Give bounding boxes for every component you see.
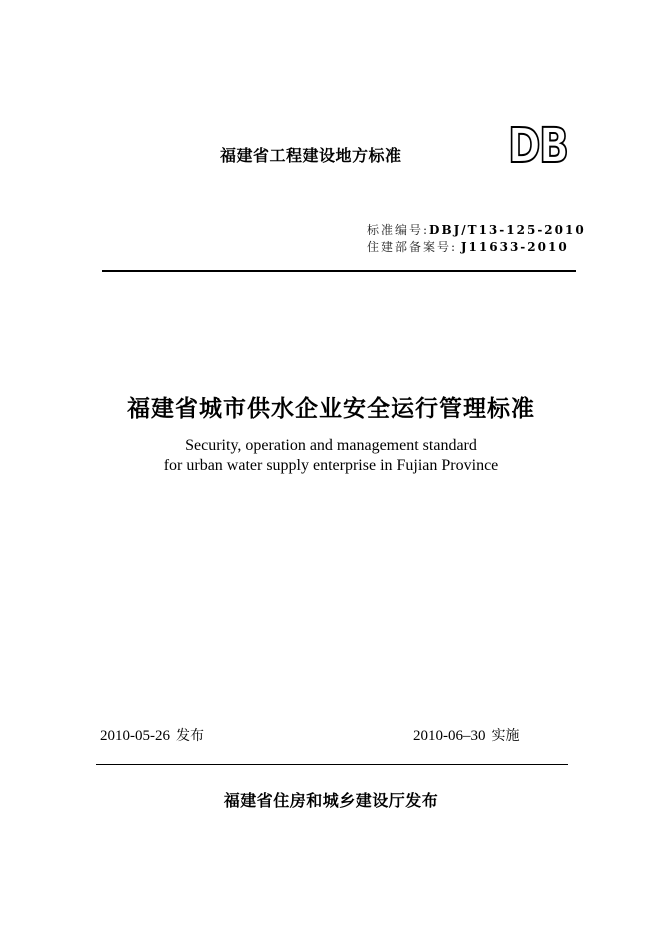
standard-number-row (367, 221, 586, 238)
effective-date: 2010-06–30 (413, 728, 486, 744)
document-title (0, 390, 662, 423)
publisher: 福建省住房和城乡建设厅发布 (223, 791, 439, 810)
effective-date-row (413, 725, 520, 745)
issue-date-row (100, 725, 204, 745)
document-title-chinese: 福建省城市供水企业安全运行管理标准 (127, 396, 535, 422)
db-logo: DB (508, 118, 568, 174)
record-number-row (367, 238, 569, 255)
issue-date: 2010-05-26 (100, 728, 170, 744)
standard-number-label: 标准编号: (367, 223, 430, 237)
series-title: 福建省工程建设地方标准 (220, 146, 402, 165)
bottom-divider (96, 764, 568, 765)
issue-label: 发布 (176, 728, 204, 744)
record-number-label: 住建部备案号: (367, 240, 458, 254)
english-title-line-2: for urban water supply enterprise in Fujian Province (163, 457, 499, 474)
effective-label: 实施 (491, 728, 520, 744)
top-divider (102, 270, 576, 272)
record-number-value: J11633-2010 (460, 240, 569, 254)
standard-number-value: DBJ/T13-125-2010 (429, 223, 586, 237)
english-title-line-1: Security, operation and management standard (185, 437, 477, 454)
